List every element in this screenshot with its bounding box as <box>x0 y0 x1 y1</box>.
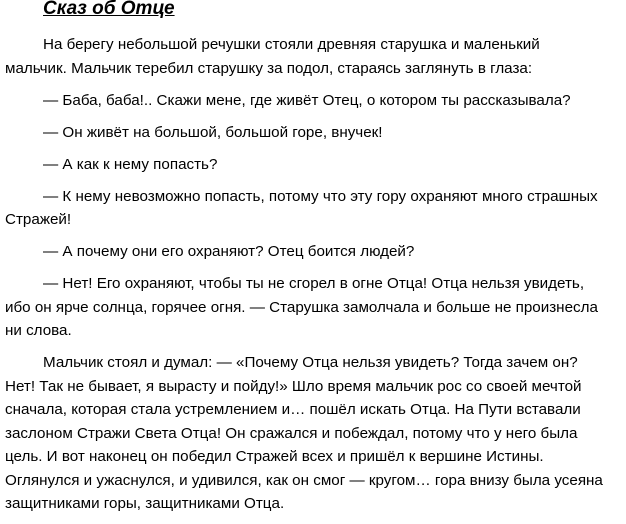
paragraph-line: — Баба, баба!.. Скажи мене, где живёт Отец, о котором ты рассказывала? <box>43 91 571 109</box>
paragraph-line: — Нет! Его охраняют, чтобы ты не сгорел в огне Отца! Отца нельзя увидеть, <box>43 275 585 292</box>
paragraph-3 <box>5 121 613 145</box>
paragraph-8 <box>5 351 613 516</box>
paragraph-line: Оглянулся и ужаснулся, и удивился, как он смог — кругом… гора внизу была усеяна <box>5 471 603 489</box>
paragraph-5 <box>5 185 613 232</box>
paragraph-line: заслоном Стражи Света Отца! Он сражался и побеждал, потому что у него была <box>5 424 578 442</box>
paragraph-line: Нет! Так не бывает, я вырасту и пойду!» Шло время мальчик рос со своей мечтой <box>5 377 582 395</box>
paragraph-line: цель. И вот наконец он победил Стражей всех и пришёл к вершине Истины. <box>5 448 544 465</box>
paragraph-line: Стражей! <box>5 211 72 228</box>
paragraph-line: мальчик. Мальчик теребил старушку за подол, стараясь заглянуть в глаза: <box>5 59 533 77</box>
document-body <box>5 33 613 524</box>
paragraph-line: — А почему они его охраняют? Отец боится людей? <box>43 243 415 260</box>
paragraph-line: защитниками горы, защитниками Отца. <box>5 495 285 512</box>
paragraph-line: — Он живёт на большой, большой горе, внучек! <box>43 123 383 141</box>
paragraph-line: На берегу небольшой речушки стояли древняя старушка и маленький <box>43 36 540 53</box>
paragraph-line: ибо он ярче солнца, горячее огня. — Старушка замолчала и больше не произнесла <box>5 298 598 316</box>
paragraph-line: Мальчик стоял и думал: — «Почему Отца нельзя увидеть? Тогда зачем он? <box>43 354 578 371</box>
paragraph-line: сначала, которая стала устремлением и… пошёл искать Отца. На Пути вставали <box>5 401 581 418</box>
document-title: Сказ об Отце <box>43 0 175 19</box>
paragraph-line: ни слова. <box>5 322 72 339</box>
paragraph-7 <box>5 272 613 343</box>
paragraph-line: — А как к нему попасть? <box>43 155 218 173</box>
paragraph-2 <box>5 89 613 113</box>
paragraph-1 <box>5 33 613 80</box>
paragraph-line: — К нему невозможно попасть, потому что эту гору охраняют много страшных <box>43 187 598 205</box>
paragraph-6 <box>5 240 613 264</box>
paragraph-4 <box>5 153 613 177</box>
